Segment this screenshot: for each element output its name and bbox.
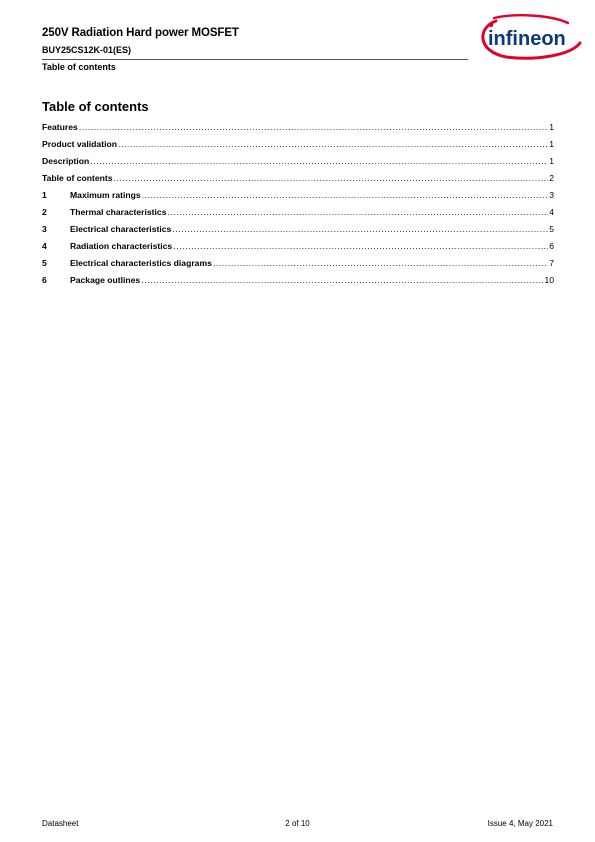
toc-leader-dots <box>142 190 549 200</box>
toc-entry[interactable] <box>42 207 554 224</box>
toc-entry-page[interactable]: 3 <box>549 190 554 200</box>
toc-entry-page[interactable]: 1 <box>549 122 554 132</box>
toc-entry-page[interactable]: 4 <box>549 207 554 217</box>
toc-entry-label[interactable]: Thermal characteristics <box>70 207 167 217</box>
toc-entry-page[interactable]: 2 <box>549 173 554 183</box>
toc-entry-page[interactable]: 7 <box>549 258 554 268</box>
toc-entry[interactable] <box>42 139 554 156</box>
toc-entry-page[interactable]: 1 <box>549 156 554 166</box>
toc-entry-number: 2 <box>42 207 47 217</box>
footer-doc-type: Datasheet <box>42 819 79 828</box>
toc-entry[interactable] <box>42 190 554 207</box>
toc-entry-label[interactable]: Electrical characteristics diagrams <box>70 258 212 268</box>
toc-leader-dots <box>173 241 548 251</box>
logo-wordmark: infineon <box>488 28 566 50</box>
header-rule <box>42 59 468 60</box>
toc-entry[interactable] <box>42 173 554 190</box>
part-number: BUY25CS12K-01(ES) <box>42 45 132 55</box>
infineon-logo <box>476 13 586 61</box>
toc-entry-number: 3 <box>42 224 47 234</box>
toc-entry[interactable] <box>42 122 554 139</box>
header-section-label: Table of contents <box>42 62 116 72</box>
toc-entry[interactable] <box>42 275 554 292</box>
toc-leader-dots <box>141 275 543 285</box>
toc-entry-label[interactable]: Electrical characteristics <box>70 224 172 234</box>
toc-leader-dots <box>118 139 548 149</box>
infineon-logo-graphic <box>476 13 586 61</box>
toc-entry[interactable] <box>42 241 554 258</box>
toc-leader-dots <box>79 122 548 132</box>
footer-page-number: 2 of 10 <box>285 819 310 828</box>
toc-list <box>42 122 554 292</box>
header-title: 250V Radiation Hard power MOSFET <box>42 27 239 39</box>
toc-entry-number: 6 <box>42 275 47 285</box>
toc-entry-page[interactable]: 10 <box>544 275 554 285</box>
toc-entry[interactable] <box>42 156 554 173</box>
toc-entry-page[interactable]: 6 <box>549 241 554 251</box>
toc-leader-dots <box>168 207 549 217</box>
footer-issue: Issue 4, May 2021 <box>487 819 553 828</box>
toc-entry-page[interactable]: 1 <box>549 139 554 149</box>
toc-entry-label[interactable]: Table of contents <box>42 173 113 183</box>
toc-entry-number: 1 <box>42 190 47 200</box>
toc-entry-label[interactable]: Radiation characteristics <box>70 241 173 251</box>
toc-entry[interactable] <box>42 224 554 241</box>
toc-entry-label[interactable]: Product validation <box>42 139 117 149</box>
toc-entry-label[interactable]: Description <box>42 156 90 166</box>
toc-entry-number: 5 <box>42 258 47 268</box>
toc-leader-dots <box>213 258 548 268</box>
toc-leader-dots <box>90 156 548 166</box>
toc-entry-label[interactable]: Maximum ratings <box>70 190 141 200</box>
toc-entry-label[interactable]: Features <box>42 122 78 132</box>
toc-entry-label[interactable]: Package outlines <box>70 275 141 285</box>
toc-entry-number: 4 <box>42 241 47 251</box>
toc-leader-dots <box>172 224 548 234</box>
toc-entry-page[interactable]: 5 <box>549 224 554 234</box>
toc-leader-dots <box>114 173 549 183</box>
toc-heading: Table of contents <box>42 99 149 114</box>
toc-entry[interactable] <box>42 258 554 275</box>
